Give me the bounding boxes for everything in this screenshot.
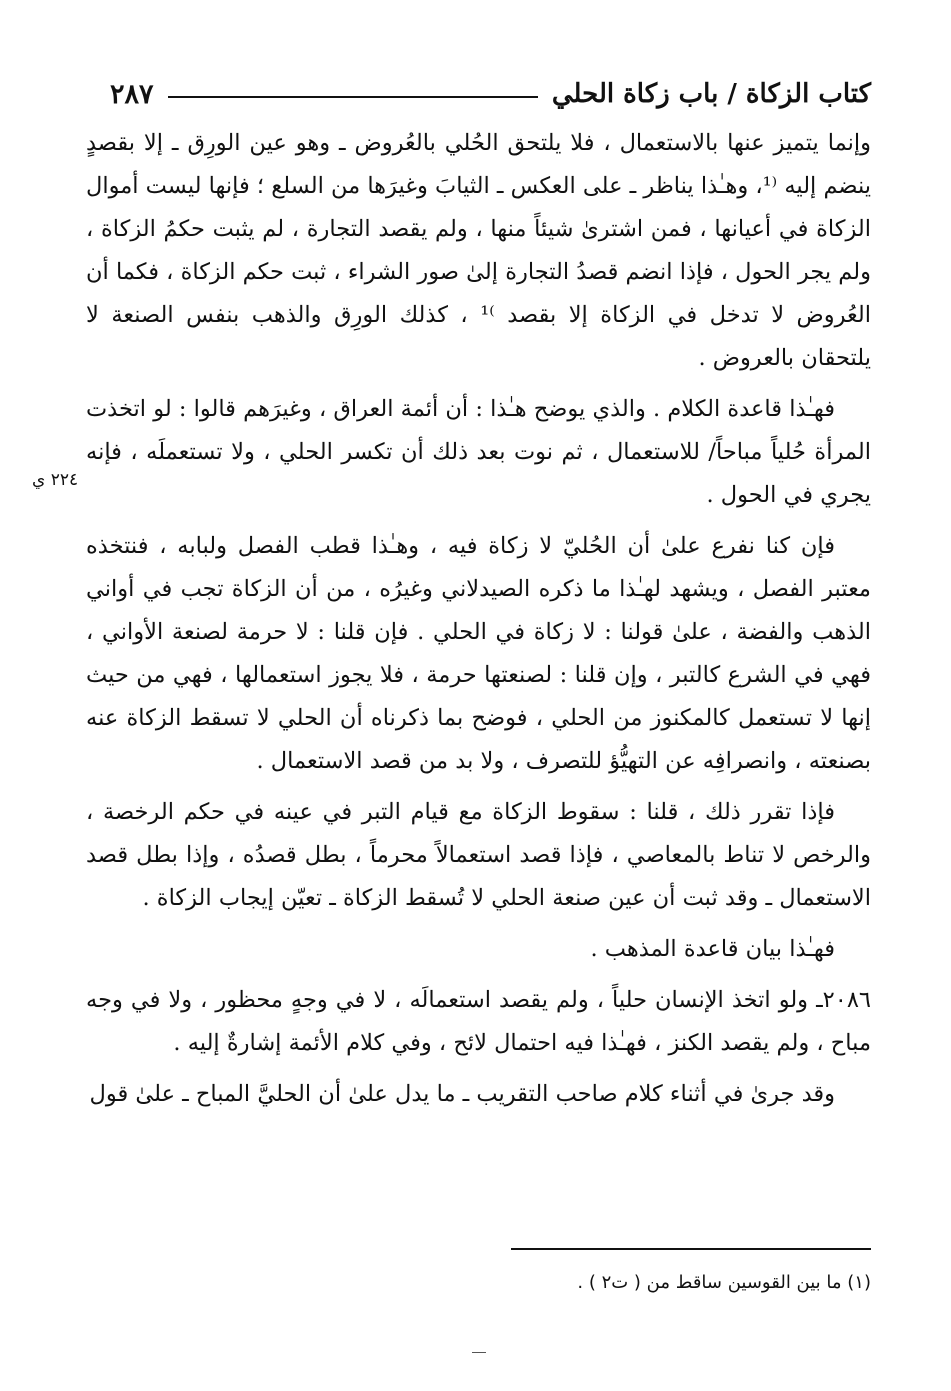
running-header [110, 72, 871, 116]
paragraph: وإنما يتميز عنها بالاستعمال ، فلا يلتحق الحُلي بالعُروض ـ وهو عين الورِق ـ إلا بقصدٍ ينضم إليه ⁽¹، وهـٰذا يناظر ـ على العكس ـ الثيابَ وغيرَها من السلع ؛ فإنها ليست أموال الزكاة في أعيانها ، فمن اشترىٰ شيئاً منها ، ولم يقصد التجارة ، لم يثبت حكمُ الزكاة ، ولم يجر الحول ، فإذا انضم قصدُ التجارة إلىٰ صور الشراء ، ثبت حكم الزكاة ، فكما أن العُروض لا تدخل في الزكاة إلا بقصد ⁾¹ ، كذلك الورِق والذهب بنفس الصنعة لا يلتحقان بالعروض . [86, 130, 871, 371]
paragraph: فهـٰذا بيان قاعدة المذهب . [590, 936, 835, 962]
numbered-paragraph: ٢٠٨٦ـ ولو اتخذ الإنسان حلياً ، ولم يقصد استعمالَه ، لا في وجهٍ محظور ، ولا في وجه مباح ، ولم يقصد الكنز ، فهـٰذا فيه احتمال لائح ، وفي كلام الأئمة إشارةٌ إليه . [86, 987, 871, 1056]
footnote: (١) ما بين القوسين ساقط من ( ت٢ ) . [577, 1272, 871, 1293]
chapter-title: كتاب الزكاة / باب زكاة الحلي [551, 79, 871, 109]
paragraph: فهـٰذا قاعدة الكلام . والذي يوضح هـٰذا : أن أئمة العراق ، وغيرَهم قالوا : لو اتخذت المرأة حُلياً مباحاً/ للاستعمال ، ثم نوت بعد ذلك أن تكسر الحلي ، ولا تستعملَه ، فإنه يجري في الحول . [86, 396, 871, 508]
bottom-mark [472, 1352, 486, 1353]
paragraph: فإذا تقرر ذلك ، قلنا : سقوط الزكاة مع قيام التبر في عينه في حكم الرخصة ، والرخص لا تناط بالمعاصي ، فإذا قصد استعمالاً محرماً ، بطل قصدُه ، وإذا بطل قصد الاستعمال ـ وقد ثبت أن عين صنعة الحلي لا تُسقط الزكاة ـ تعيّن إيجاب الزكاة . [86, 799, 871, 911]
paragraph: وقد جرىٰ في أثناء كلام صاحب التقريب ـ ما يدل علىٰ أن الحليَّ المباح ـ علىٰ قول [89, 1081, 835, 1107]
margin-reference: ٢٢٤ ي [32, 470, 79, 490]
header-rule [168, 96, 538, 98]
main-text [86, 122, 871, 1116]
page-number: ٢٨٧ [110, 78, 154, 110]
paragraph: فإن كنا نفرع علىٰ أن الحُليّ لا زكاة فيه ، وهـٰذا قطب الفصل ولبابه ، فنتخذه معتبر الفصل ، ويشهد لهـٰذا ما ذكره الصيدلاني وغيرُه ، من أن الزكاة تجب في أواني الذهب والفضة ، علىٰ قولنا : لا زكاة في الحلي . فإن قلنا : لا حرمة لصنعة الأواني ، فهي في الشرع كالتبر ، وإن قلنا : لصنعتها حرمة ، فلا يجوز استعمالها ، فهي من حيث إنها لا تستعمل كالمكنوز من الحلي ، فوضح بما ذكرناه أن الحلي لا تسقط الزكاة عنه بصنعته ، وانصرافِه عن التهيُّؤ للتصرف ، ولا بد من قصد الاستعمال . [86, 533, 871, 774]
footnote-rule [511, 1248, 871, 1250]
